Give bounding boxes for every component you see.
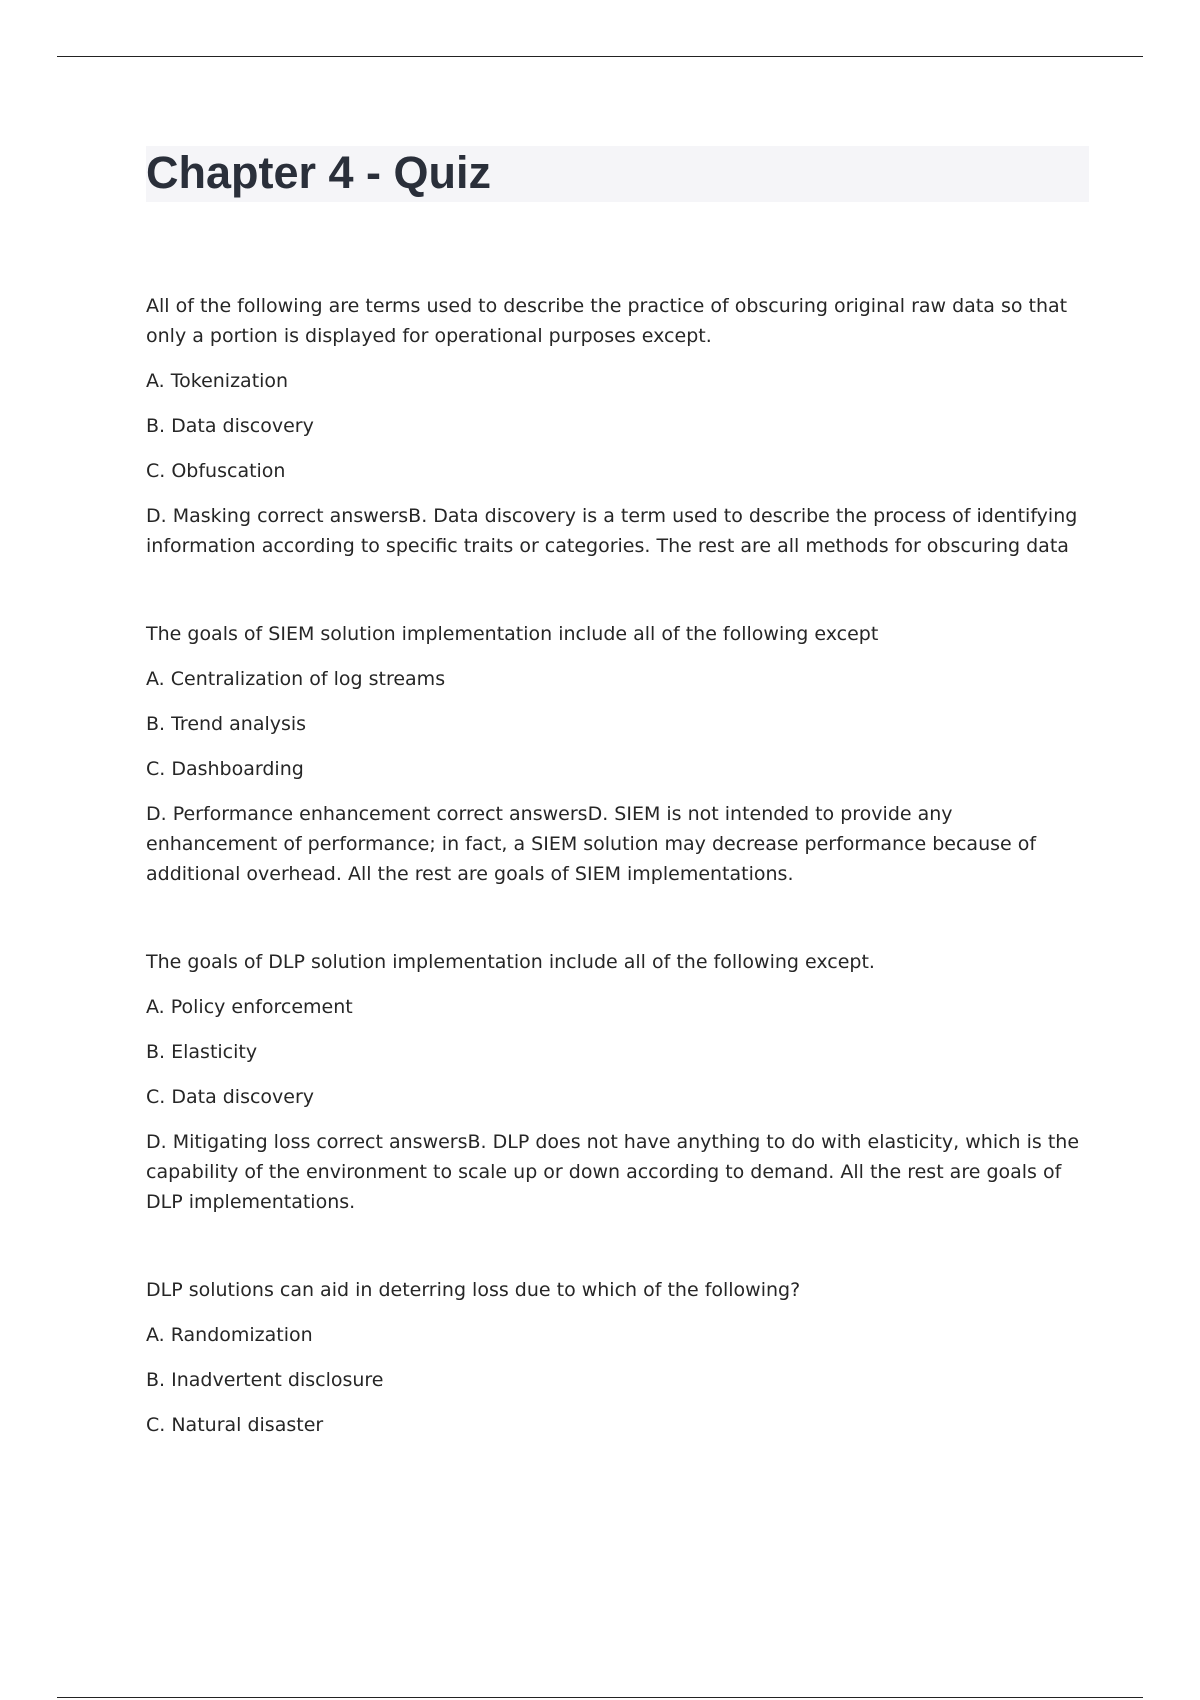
question-prompt: The goals of SIEM solution implementation include all of the following except [146,623,879,645]
question-prompt: DLP solutions can aid in deterring loss due to which of the following? [146,1279,801,1301]
question-block [146,291,1086,561]
answer-option: B. Inadvertent disclosure [146,1369,384,1391]
question-prompt: The goals of DLP solution implementation include all of the following except. [146,951,875,973]
answer-option: A. Tokenization [146,370,289,392]
answer-option: B. Data discovery [146,415,314,437]
answer-option-with-explanation: D. Performance enhancement correct answersD. SIEM is not intended to provide any enhancement of performance; in fact, a SIEM solution may decrease performance because of additional overhead. All the rest are goals of SIEM implementations. [146,803,1037,885]
answer-option: B. Elasticity [146,1041,258,1063]
answer-option: B. Trend analysis [146,713,307,735]
question-block [146,619,1086,889]
answer-option: A. Policy enforcement [146,996,353,1018]
question-block [146,947,1086,1217]
quiz-content [146,291,1086,1498]
question-prompt: All of the following are terms used to describe the practice of obscuring original raw data so that only a portion is displayed for operational purposes except. [146,295,1068,347]
answer-option: A. Centralization of log streams [146,668,446,690]
page-title: Chapter 4 - Quiz [146,147,492,198]
answer-option: A. Randomization [146,1324,313,1346]
answer-option-with-explanation: D. Mitigating loss correct answersB. DLP does not have anything to do with elasticity, which is the capability of the environment to scale up or down according to demand. All the rest are goals of DLP implementations. [146,1131,1080,1213]
top-rule [57,56,1143,57]
question-block [146,1275,1086,1440]
answer-option: C. Natural disaster [146,1414,324,1436]
answer-option: C. Obfuscation [146,460,286,482]
answer-option: C. Data discovery [146,1086,315,1108]
bottom-rule [57,1697,1143,1698]
answer-option: C. Dashboarding [146,758,304,780]
answer-option-with-explanation: D. Masking correct answersB. Data discovery is a term used to describe the process of identifying information according to specific traits or categories. The rest are all methods for obscuring data [146,505,1078,557]
